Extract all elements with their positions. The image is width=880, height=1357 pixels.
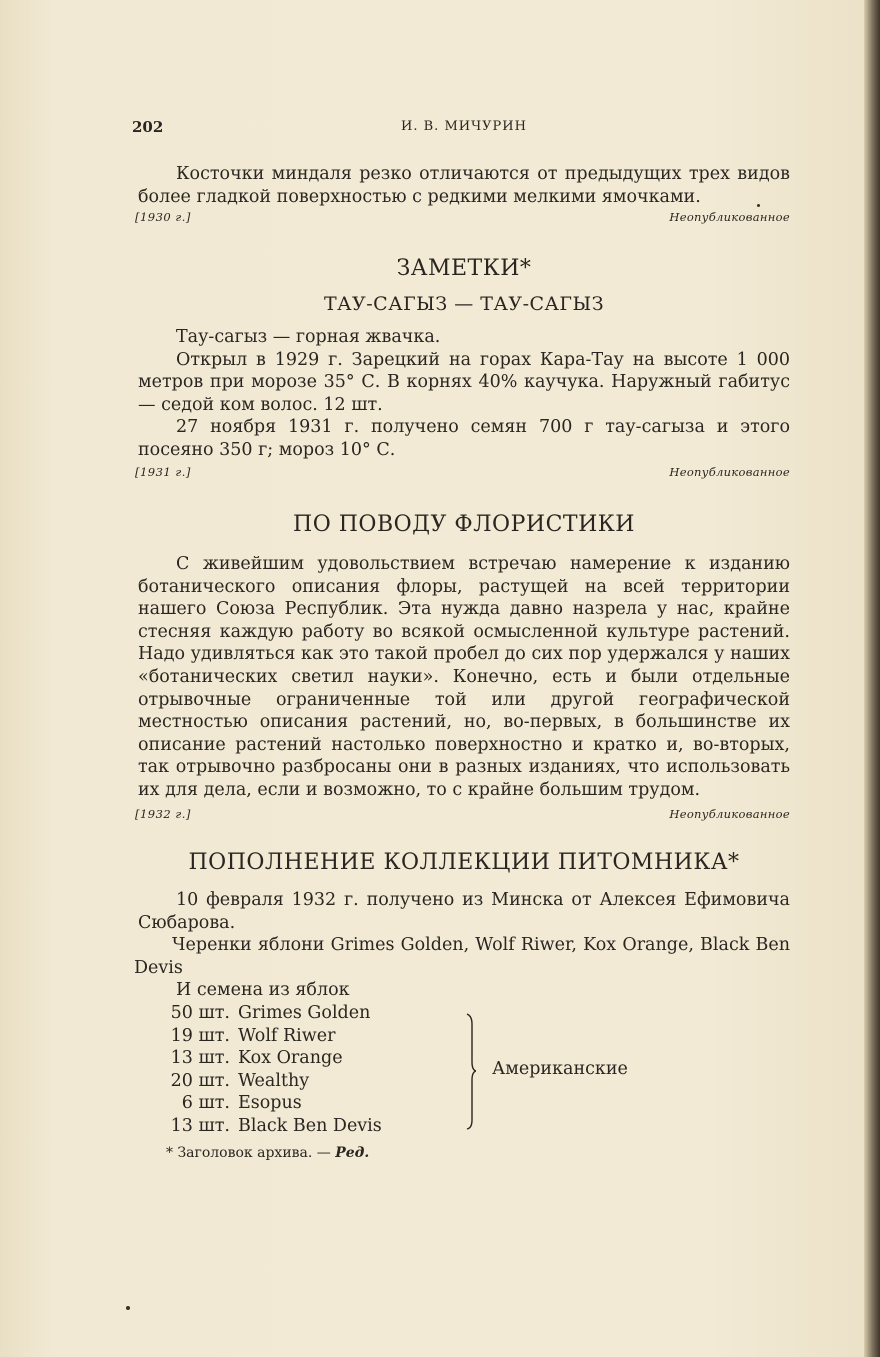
seed-variety: Esopus [238,1093,302,1114]
page-edge-shadow [864,0,880,1357]
section-almond [135,163,790,228]
date-label: [1932 г.] [135,806,191,821]
seed-count: 19 шт. [170,1025,230,1046]
list-item [170,1002,790,1025]
paragraph: Тау-сагыз — горная жвачка. [176,327,441,347]
paragraph: Черенки яблони Grimes Golden, Wolf Riwer, Kox Orange, Black Ben Devis [134,935,790,978]
seed-variety: Wealthy [238,1070,310,1091]
seed-variety: Wolf Riwer [238,1025,336,1046]
group-label: Американские [492,1058,628,1079]
paragraph: 10 февраля 1932 г. получено из Минска от Алексея Ефимовича Сюбарова. [138,890,790,933]
running-head [132,118,790,140]
section-meta [135,806,790,825]
paragraph: Открыл в 1929 г. Зарецкий на горах Кара-Тау на высоте 1 000 метров при морозе 35° С. В корнях 40% каучука. Наружный габитус — седой ком волос. 12 шт. [138,349,790,415]
section-title: ПО ПОВОДУ ФЛОРИСТИКИ [293,512,635,537]
section-floristics [135,512,790,825]
list-item [170,1115,790,1138]
seed-variety: Grimes Golden [238,1002,371,1023]
page-number: 202 [132,118,164,136]
seed-count: 50 шт. [170,1002,230,1023]
section-nursery [134,850,790,1138]
section-title: ПОПОЛНЕНИЕ КОЛЛЕКЦИИ ПИТОМНИКА* [188,850,740,875]
date-label: [1930 г.] [135,210,191,225]
seed-count: 13 шт. [170,1048,230,1069]
footnote [138,1144,790,1162]
paragraph: С живейшим удовольствием встречаю намерение к изданию ботанического описания флоры, растущей на всей территории нашего Союза Республик. Эта нужда давно назрела у нас, крайне стесняя каждую работу во всякой осмысленной культуре растений. Надо удивляться как это такой пробел до сих пор удержался у наших «ботанических светил науки». Конечно, есть и были отдельные отрывочные ограниченные той или другой географической местностью описания растений, но, во-первых, в большинстве их описание растений настолько поверхностно и кратко и, во-вторых, так отрывочно разбросаны они в разных изданиях, что использовать их для дела, если и возможно, то с крайне большим трудом. [138,554,790,800]
seed-count: 13 шт. [170,1115,230,1136]
status-label: Неопубликованное [669,464,790,479]
seed-list [170,1002,790,1138]
print-speck [757,204,760,207]
section-notes [135,256,790,483]
list-item [170,1025,790,1048]
seed-variety: Kox Orange [238,1048,343,1069]
paragraph: 27 ноября 1931 г. получено семян 700 г тау-сагыза и этого посеяно 350 г; мороз 10° С. [138,417,790,460]
seed-variety: Black Ben Devis [238,1115,382,1136]
section-title: ЗАМЕТКИ* [396,256,532,281]
section-subtitle: ТАУ-САГЫЗ — ТАУ-САГЫЗ [323,293,605,315]
seed-count: 6 шт. [181,1093,230,1114]
section-meta [135,210,790,228]
footnote-text: * Заголовок архива. — [166,1145,336,1161]
right-brace-icon [466,1012,476,1130]
seed-count: 20 шт. [170,1070,230,1091]
status-label: Неопубликованное [669,210,790,225]
list-item [181,1092,790,1115]
running-title: И. В. МИЧУРИН [401,119,527,134]
status-label: Неопубликованное [669,806,790,821]
paragraph: И семена из яблок [176,980,350,1001]
paragraph: Косточки миндаля резко отличаются от предыдущих трех видов более гладкой поверхностью с редкими мелкими ямочками. [138,164,790,207]
date-label: [1931 г.] [135,464,191,479]
print-speck [126,1306,130,1310]
section-meta [135,464,790,483]
footnote-editor: Ред. [335,1145,370,1161]
